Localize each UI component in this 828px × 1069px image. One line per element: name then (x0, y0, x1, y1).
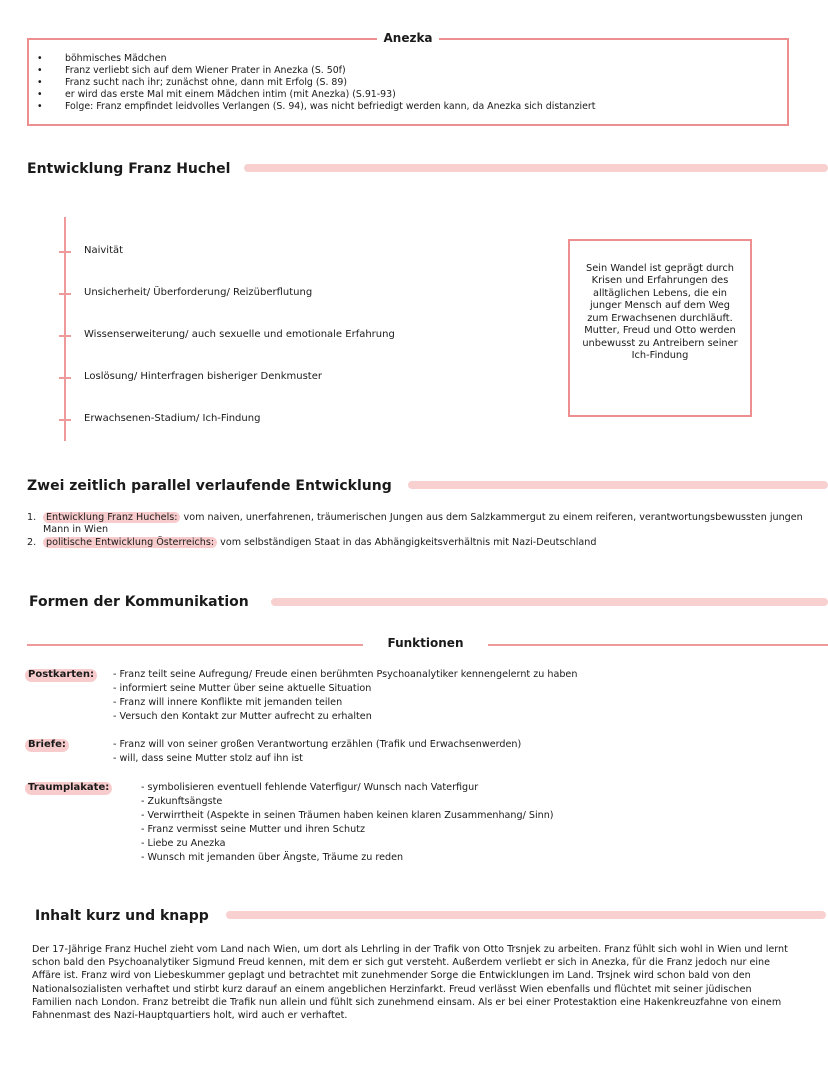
timeline-tick (59, 419, 71, 421)
divider-line (27, 644, 363, 646)
postkarten-label: Postkarten: (25, 669, 97, 682)
list-item: • Franz sucht nach ihr; zunächst ohne, dann mit Erfolg (S. 89) (37, 77, 595, 89)
timeline-tick (59, 335, 71, 337)
list-item (27, 537, 807, 549)
briefe-label: Briefe: (25, 739, 69, 752)
timeline-stage: Erwachsenen-Stadium/ Ich-Findung (84, 413, 261, 424)
timeline-tick (59, 251, 71, 253)
anezka-title-text: Anezka (377, 31, 438, 45)
list-item: - Franz teilt seine Aufregung/ Freude einen berühmten Psychoanalytiker kennengelernt zu haben (113, 669, 578, 680)
list-text: vom naiven, unerfahrenen, träumerischen Jungen aus dem Salzkammergut zu einem reiferen, verantwortungsbewussten jungen Mann in Wien (43, 512, 803, 535)
postkarten-lines (113, 668, 577, 724)
funktionen-label: Funktionen (387, 636, 464, 650)
section-title-parallel: Zwei zeitlich parallel verlaufende Entwicklung (27, 478, 392, 494)
title-underline-bar (408, 481, 828, 489)
funktionen-divider (27, 638, 828, 652)
traumplakate-label: Traumplakate: (25, 782, 112, 795)
timeline-tick (59, 377, 71, 379)
anezka-box (27, 31, 789, 126)
list-item: • Franz verliebt sich auf dem Wiener Prater in Anezka (S. 50f) (37, 65, 595, 77)
parallel-list (27, 512, 807, 550)
list-item: - Franz will innere Konflikte mit jemanden teilen (113, 697, 343, 708)
traumplakate-lines (141, 781, 554, 865)
list-item: • böhmisches Mädchen (37, 53, 595, 65)
list-item: - symbolisieren eventuell fehlende Vaterfigur/ Wunsch nach Vaterfigur (141, 782, 479, 793)
anezka-title (29, 31, 787, 46)
list-item (27, 512, 807, 536)
list-item: - Franz will von seiner großen Verantwortung erzählen (Trafik und Erwachsenwerden) (113, 739, 522, 750)
anezka-list (37, 53, 595, 113)
timeline-stage: Unsicherheit/ Überforderung/ Reizüberflutung (84, 287, 313, 298)
list-item: - informiert seine Mutter über seine aktuelle Situation (113, 683, 372, 694)
list-item: - Versuch den Kontakt zur Mutter aufrecht zu erhalten (113, 711, 372, 722)
title-underline-bar (226, 911, 826, 919)
list-item: - Liebe zu Anezka (141, 838, 226, 849)
title-underline-bar (244, 164, 828, 172)
list-item: - Verwirrtheit (Aspekte in seinen Träumen haben keinen klaren Zusammenhang/ Sinn) (141, 810, 554, 821)
list-item: - will, dass seine Mutter stolz auf ihn ist (113, 753, 303, 764)
list-number: 2. (27, 536, 37, 548)
inhalt-paragraph: Der 17-Jährige Franz Huchel zieht vom Land nach Wien, um dort als Lehrling in der Trafik von Otto Trsnjek zu arbeiten. Franz fühlt sich wohl in Wien und lernt schon bald den Psychoanalytiker Sigmund Freud kennen, mit dem er sich gut versteht. Außerdem verliebt er sich in Anezka, für die Franz jedoch nur eine Affäre ist. Franz wird von Liebeskummer geplagt und betrachtet mit zunehmender Sorge die Entwicklungen im Land. Trsjnek wird schon bald von den Nationalsozialisten verhaftet und stirbt kurz darauf an einem angeblichen Herzinfarkt. Freud verlässt Wien ebenfalls und flüchtet mit seiner jüdischen Familien nach London. Franz betreibt die Trafik nun allein und fühlt sich zunehmend einsam. Als er bei einer Protestaktion eine Hakenkreuzfahne von einem Fahnenmast des Nazi-Hauptquartiers holt, wird auch er verhaftet. (32, 944, 788, 1022)
title-underline-bar (271, 598, 828, 606)
section-title-entwicklung: Entwicklung Franz Huchel (27, 161, 231, 177)
section-title-kommunikation: Formen der Kommunikation (29, 594, 249, 610)
timeline-tick (59, 293, 71, 295)
highlight-label: Entwicklung Franz Huchels: (43, 512, 180, 523)
highlight-label: politische Entwicklung Österreichs: (43, 537, 217, 548)
list-item: - Wunsch mit jemanden über Ängste, Träume zu reden (141, 852, 404, 863)
briefe-lines (113, 738, 521, 766)
timeline-stage: Wissenserweiterung/ auch sexuelle und emotionale Erfahrung (84, 329, 395, 340)
timeline-stage: Naivität (84, 245, 124, 256)
list-number: 1. (27, 512, 37, 523)
list-item: • Folge: Franz empfindet leidvolles Verlangen (S. 94), was nicht befriedigt werden kann, da Anezka sich distanziert (37, 101, 595, 113)
list-item: - Zukunftsängste (141, 796, 223, 807)
wandel-note-box (568, 239, 752, 417)
list-item: • er wird das erste Mal mit einem Mädchen intim (mit Anezka) (S.91-93) (37, 89, 595, 101)
wandel-note-text: Sein Wandel ist geprägt durch Krisen und Erfahrungen des alltäglichen Lebens, die ein junger Mensch auf dem Weg zum Erwachsenen durchläuft. Mutter, Freud und Otto werden unbewusst zu Antreibern seiner Ich-Findung (582, 263, 738, 362)
list-item: - Franz vermisst seine Mutter und ihren Schutz (141, 824, 366, 835)
divider-line (488, 644, 828, 646)
timeline-stage: Loslösung/ Hinterfragen bisheriger Denkmuster (84, 371, 322, 382)
list-text: vom selbständigen Staat in das Abhängigkeitsverhältnis mit Nazi-Deutschland (217, 536, 597, 548)
section-title-inhalt: Inhalt kurz und knapp (35, 908, 209, 924)
